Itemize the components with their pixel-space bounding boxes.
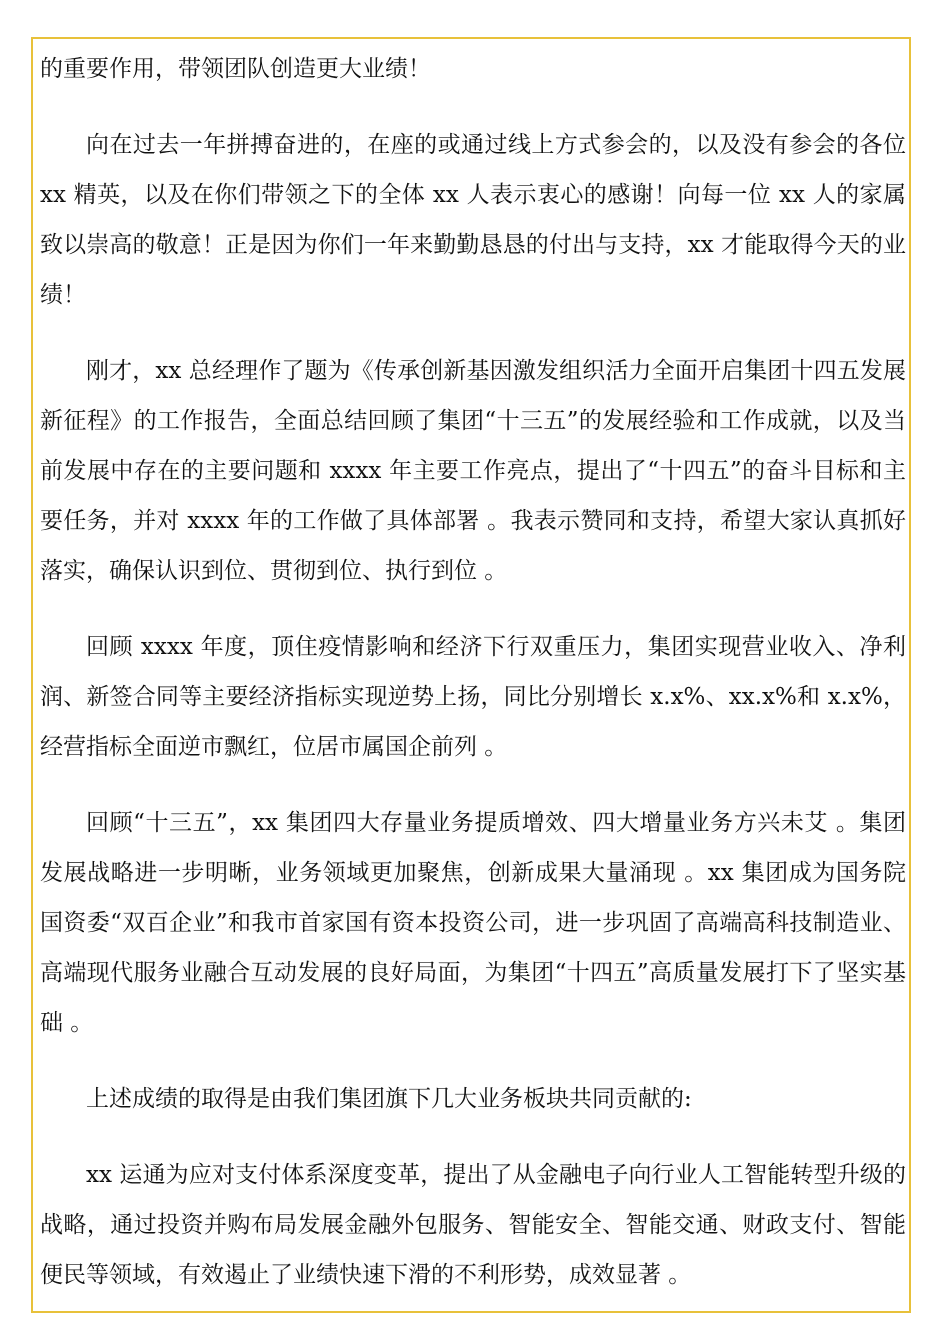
paragraph-thanks: 向在过去一年拼搏奋进的，在座的或通过线上方式参会的，以及没有参会的各位 xx 精英，以及在你们带领之下的全体 xx 人表示衷心的感谢！向每一位 xx 人的家属致以崇高的敬意！正是因为你们一年来勤勤恳恳的付出与支持，xx 才能取得今天的业绩！ [40, 132, 906, 308]
paragraph-work-report: 刚才，xx 总经理作了题为《传承创新基因激发组织活力全面开启集团十四五发展新征程》的工作报告，全面总结回顾了集团“十三五”的发展经验和工作成就，以及当前发展中存在的主要问题和 xxxx 年主要工作亮点，提出了“十四五”的奋斗目标和主要任务，并对 xxxx 年的工作做了具体部署 。我表示赞同和支持，希望大家认真抓好落实，确保认识到位、贯彻到位、执行到位 。 [40, 358, 906, 584]
paragraph-business-segments: 上述成绩的取得是由我们集团旗下几大业务板块共同贡献的: [86, 1086, 692, 1112]
paragraph-five-year-review: 回顾“十三五”，xx 集团四大存量业务提质增效、四大增量业务方兴未艾 。集团发展战略进一步明晰，业务领域更加聚焦，创新成果大量涌现 。xx 集团成为国务院国资委“双百企业”和我市首家国有资本投资公司，进一步巩固了高端高科技制造业、高端现代服务业融合互动发展的良好局面，为集团“十四五”高质量发展打下了坚实基础 。 [40, 810, 906, 1036]
paragraph-continued: 的重要作用，带领团队创造更大业绩！ [40, 56, 431, 82]
paragraph-yuntong: xx 运通为应对支付体系深度变革，提出了从金融电子向行业人工智能转型升级的战略，通过投资并购布局发展金融外包服务、智能安全、智能交通、财政支付、智能便民等领域，有效遏止了业绩快速下滑的不利形势，成效显著 。 [40, 1162, 906, 1288]
document-body [40, 44, 906, 1326]
paragraph-annual-review: 回顾 xxxx 年度，顶住疫情影响和经济下行双重压力，集团实现营业收入、净利润、新签合同等主要经济指标实现逆势上扬，同比分别增长 x.x%、xx.x%和 x.x%，经营指标全面逆市飘红，位居市属国企前列 。 [40, 634, 906, 760]
